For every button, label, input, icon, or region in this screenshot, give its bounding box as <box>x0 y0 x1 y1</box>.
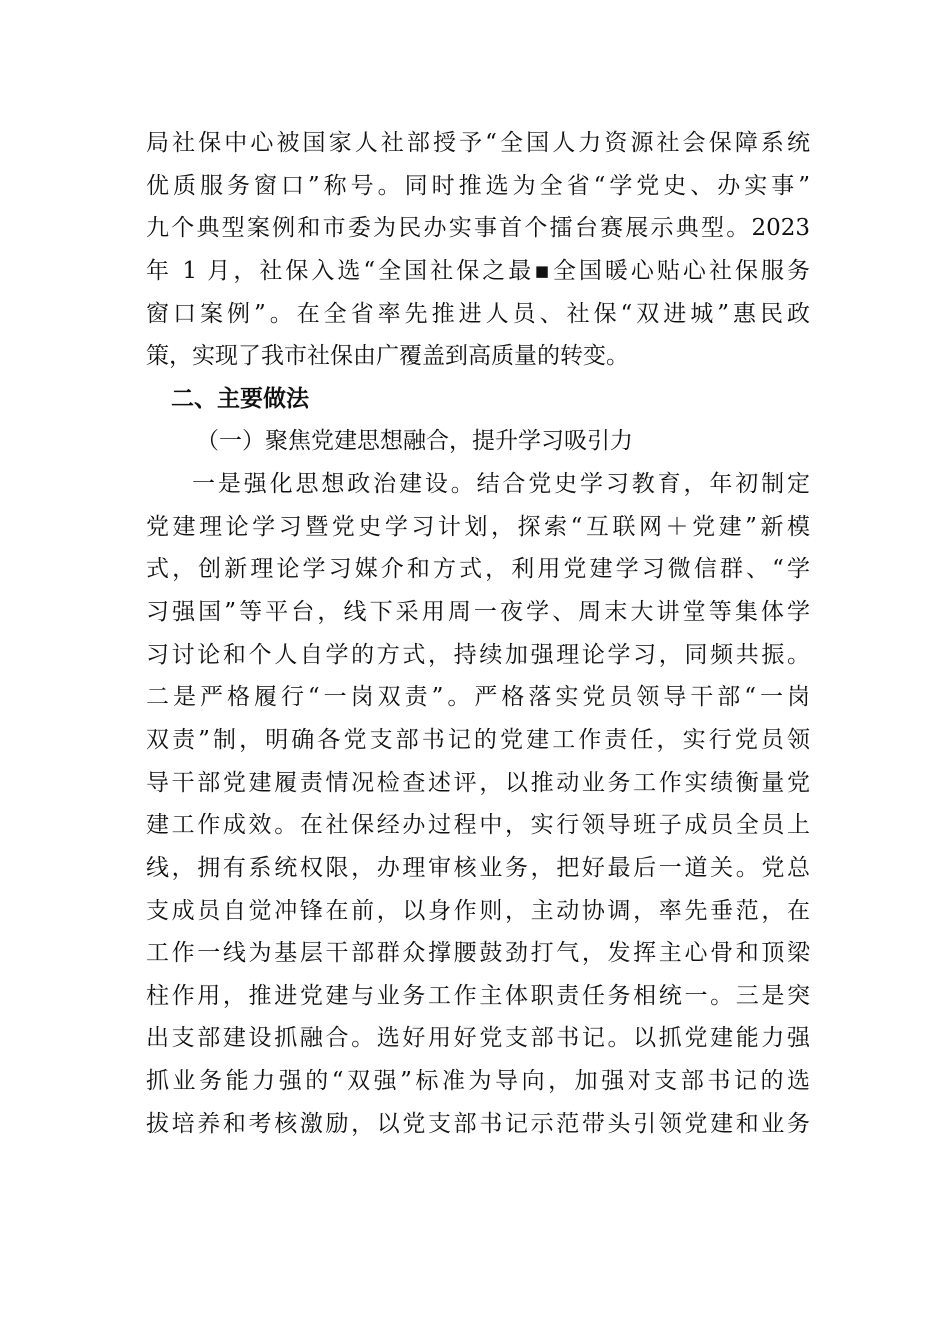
text-line: 局社保中心被国家人社部授予“全国人力资源社会保障系统 <box>146 130 810 156</box>
document-body <box>146 122 810 1145</box>
text-line: 导干部党建履责情况检查述评，以推动业务工作实绩衡量党 <box>146 769 810 796</box>
text-line: 双责”制，明确各党支部书记的党建工作责任，实行党员领 <box>146 726 810 753</box>
text-line: 党建理论学习暨党史学习计划，探索“互联网＋党建”新模 <box>146 513 810 540</box>
text-line: 二是严格履行“一岗双责”。严格落实党员领导干部“一岗 <box>146 684 810 711</box>
paragraph-first-line: 一是强化思想政治建设。结合党史学习教育，年初制定 <box>192 471 810 498</box>
section-heading: 二、主要做法 <box>171 385 309 412</box>
text-line: 习强国”等平台，线下采用周一夜学、周末大讲堂等集体学 <box>146 599 810 626</box>
text-line: 线，拥有系统权限，办理审核业务，把好最后一道关。党总 <box>146 854 810 881</box>
subsection-heading: （一）聚焦党建思想融合，提升学习吸引力 <box>196 428 633 455</box>
text-line: 抓业务能力强的“双强”标准为导向，加强对支部书记的选 <box>146 1068 810 1095</box>
text-line: 柱作用，推进党建与业务工作主体职责任务相统一。三是突 <box>146 982 810 1009</box>
text-line: 建工作成效。在社保经办过程中，实行领导班子成员全员上 <box>146 812 810 839</box>
text-line: 出支部建设抓融合。选好用好党支部书记。以抓党建能力强 <box>146 1025 810 1052</box>
text-line: 年 1 月，社保入选“全国社保之最▪全国暖心贴心社保服务 <box>146 257 810 284</box>
text-line: 策，实现了我市社保由广覆盖到高质量的转变。 <box>146 343 629 370</box>
text-line: 优质服务窗口”称号。同时推选为全省“学党史、办实事” <box>146 172 810 199</box>
text-line: 式，创新理论学习媒介和方式，利用党建学习微信群、“学 <box>146 556 810 583</box>
text-line: 九个典型案例和市委为民办实事首个擂台赛展示典型。2023 <box>146 215 810 242</box>
text-line: 工作一线为基层干部群众撑腰鼓劲打气，发挥主心骨和顶梁 <box>146 940 810 967</box>
text-line: 拔培养和考核激励，以党支部书记示范带头引领党建和业务 <box>146 1110 810 1137</box>
text-line: 支成员自觉冲锋在前，以身作则，主动协调，率先垂范，在 <box>146 897 810 924</box>
text-line: 窗口案例”。在全省率先推进人员、社保“双进城”惠民政 <box>146 300 810 327</box>
text-line: 习讨论和个人自学的方式，持续加强理论学习，同频共振。 <box>146 641 810 668</box>
